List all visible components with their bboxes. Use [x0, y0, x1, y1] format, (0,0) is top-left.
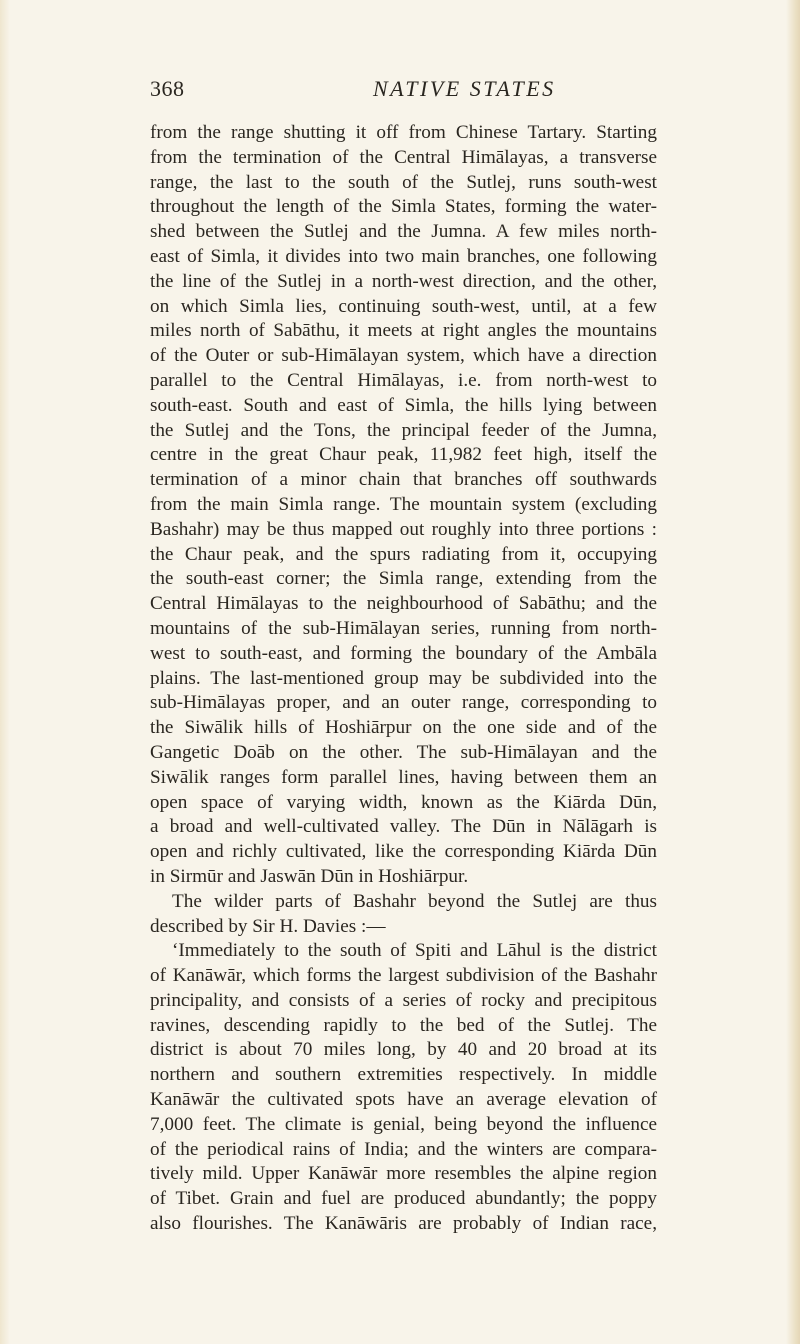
text-line: Kanāwār the cultivated spots have an average elevation of — [150, 1089, 657, 1111]
paragraph — [150, 890, 657, 940]
page-right-edge — [786, 0, 800, 1344]
page-left-edge — [0, 0, 10, 1344]
text-line: open and richly cultivated, like the corresponding Kiārda Dūn — [150, 841, 657, 863]
text-line: plains. The last-mentioned group may be subdivided into the — [150, 667, 657, 689]
text-line: the Chaur peak, and the spurs radiating from it, occupying — [150, 543, 657, 565]
text-line: in Sirmūr and Jaswān Dūn in Hoshiārpur. — [150, 865, 469, 887]
body-text — [150, 121, 657, 1237]
text-line: miles north of Sabāthu, it meets at right angles the mountains — [150, 320, 657, 342]
text-line: termination of a minor chain that branches off southwards — [150, 469, 657, 491]
text-line: of Kanāwār, which forms the largest subdivision of the Bashahr — [150, 965, 657, 987]
running-title: NATIVE STATES — [373, 76, 556, 101]
text-line: from the main Simla range. The mountain system (excluding — [150, 493, 657, 515]
text-line: open space of varying width, known as the Kiārda Dūn, — [150, 791, 657, 813]
text-line: 7,000 feet. The climate is genial, being beyond the influence — [150, 1113, 657, 1135]
text-line: shed between the Sutlej and the Jumna. A few miles north- — [150, 221, 657, 243]
text-line: east of Simla, it divides into two main branches, one following — [150, 245, 657, 267]
text-line: described by Sir H. Davies :— — [150, 915, 386, 937]
text-line: range, the last to the south of the Sutlej, runs south-west — [150, 171, 657, 193]
text-line: district is about 70 miles long, by 40 and 20 broad at its — [150, 1039, 657, 1061]
text-line: the line of the Sutlej in a north-west direction, and the other, — [150, 270, 657, 292]
text-line: the Siwālik hills of Hoshiārpur on the one side and of the — [150, 717, 657, 739]
quotation — [150, 939, 657, 1237]
text-line: Siwālik ranges form parallel lines, having between them an — [150, 766, 657, 788]
text-line: The wilder parts of Bashahr beyond the Sutlej are thus — [172, 890, 657, 912]
text-line: ravines, descending rapidly to the bed of the Sutlej. The — [150, 1014, 657, 1036]
text-line: from the termination of the Central Himālayas, a transverse — [150, 146, 657, 168]
text-line: northern and southern extremities respectively. In middle — [150, 1064, 657, 1086]
text-line: mountains of the sub-Himālayan series, running from north- — [150, 617, 657, 639]
text-line: south-east. South and east of Simla, the hills lying between — [150, 394, 657, 416]
text-line: throughout the length of the Simla States, forming the water- — [150, 196, 657, 218]
text-line: centre in the great Chaur peak, 11,982 feet high, itself the — [150, 444, 657, 466]
text-line: also flourishes. The Kanāwāris are probably of Indian race, — [150, 1213, 657, 1235]
text-line: on which Simla lies, continuing south-west, until, at a few — [150, 295, 657, 317]
paragraph — [150, 121, 657, 890]
text-line: west to south-east, and forming the boundary of the Ambāla — [150, 642, 657, 664]
text-line: principality, and consists of a series of rocky and precipitous — [150, 989, 657, 1011]
text-line: tively mild. Upper Kanāwār more resembles the alpine region — [150, 1163, 657, 1185]
text-line: from the range shutting it off from Chinese Tartary. Starting — [150, 122, 657, 143]
page-header — [150, 76, 655, 108]
text-line: Bashahr) may be thus mapped out roughly into three portions : — [150, 518, 657, 540]
text-line: of the Outer or sub-Himālayan system, which have a direction — [150, 345, 657, 367]
text-line: Gangetic Doāb on the other. The sub-Himālayan and the — [150, 741, 657, 763]
text-line: the Sutlej and the Tons, the principal feeder of the Jumna, — [150, 419, 657, 441]
text-line: Central Himālayas to the neighbourhood of Sabāthu; and the — [150, 593, 657, 615]
page-number: 368 — [150, 76, 185, 101]
text-line: ‘Immediately to the south of Spiti and Lāhul is the district — [172, 940, 657, 962]
text-line: of Tibet. Grain and fuel are produced abundantly; the poppy — [150, 1188, 657, 1210]
text-line: of the periodical rains of India; and the winters are compara- — [150, 1138, 657, 1160]
text-line: parallel to the Central Himālayas, i.e. from north-west to — [150, 369, 657, 391]
text-line: a broad and well-cultivated valley. The Dūn in Nālāgarh is — [150, 816, 657, 838]
text-line: sub-Himālayas proper, and an outer range, corresponding to — [150, 692, 657, 714]
text-line: the south-east corner; the Simla range, extending from the — [150, 568, 657, 590]
